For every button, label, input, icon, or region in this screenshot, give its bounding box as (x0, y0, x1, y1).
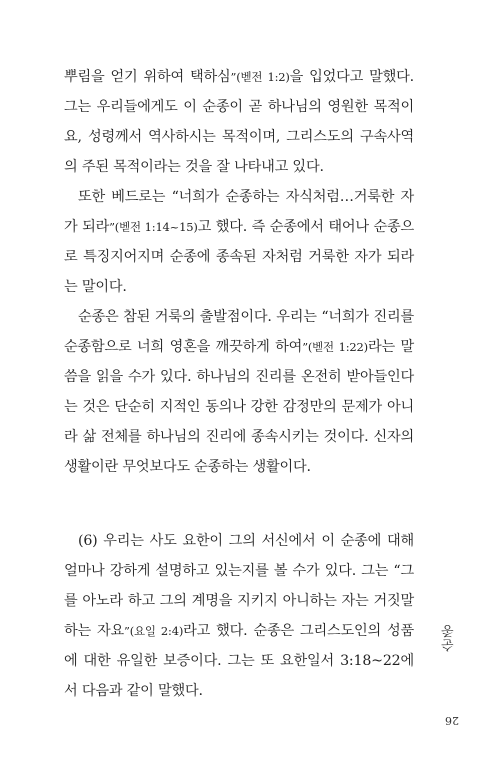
paragraph (64, 302, 414, 482)
scripture-reference: ”(요일 2:4) (124, 624, 184, 638)
scripture-reference: ”(벧전 1:22) (302, 340, 368, 354)
chapter-side-label: 순종 (442, 624, 457, 652)
section-gap (64, 482, 414, 526)
body-text (64, 62, 414, 706)
text-segment: 을 입었다고 말했다. 그는 우리들에게도 이 순종이 곧 하나님의 영원한 목적이요, 성령께서 역사하시는 목적이며, 그리스도의 구속사역의 주된 목적이라는 것을 잘 나타내고 있다. (64, 69, 414, 175)
text-segment: 또한 베드로는 “너희가 순종하는 자식처럼…거룩한 자가 되라 (64, 189, 414, 235)
scripture-reference: ”(벧전 1:2) (230, 70, 290, 84)
paragraph (64, 182, 414, 302)
page-number: 26 (445, 714, 459, 727)
text-segment: 라고 했다. 순종은 그리스도인의 성품에 대한 유일한 보증이다. 그는 또 요한일서 3:18~22에서 다음과 같이 말했다. (64, 623, 414, 699)
text-segment: 순종은 참된 거룩의 출발점이다. 우리는 “너희가 진리를 순종함으로 너희 영혼을 깨끗하게 하여 (64, 309, 414, 355)
text-segment: 라는 말씀을 읽을 수가 있다. 하나님의 진리를 온전히 받아들인다는 것은 단순히 지적인 동의나 강한 감정만의 문제가 아니라 삶 전체를 하나님의 진리에 종속시키는 것이다. 신자의 생활이란 무엇보다도 순종하는 생활이다. (64, 339, 414, 475)
scripture-reference: ”(벧전 1:14~15) (109, 220, 198, 234)
text-segment: (6) 우리는 사도 요한이 그의 서신에서 이 순종에 대해 얼마나 강하게 설명하고 있는지를 볼 수가 있다. 그는 “그를 아노라 하고 그의 계명을 지키지 아니하는 자는 거짓말하는 자요 (64, 533, 414, 639)
text-segment: 뿌림을 얻기 위하여 택하심 (64, 69, 231, 85)
paragraph (64, 526, 414, 706)
text-segment: 고 했다. 즉 순종에서 태어나 순종으로 특징지어지며 순종에 종속된 자처럼 거룩한 자가 되라는 말이다. (64, 219, 415, 295)
paragraph (64, 62, 414, 182)
